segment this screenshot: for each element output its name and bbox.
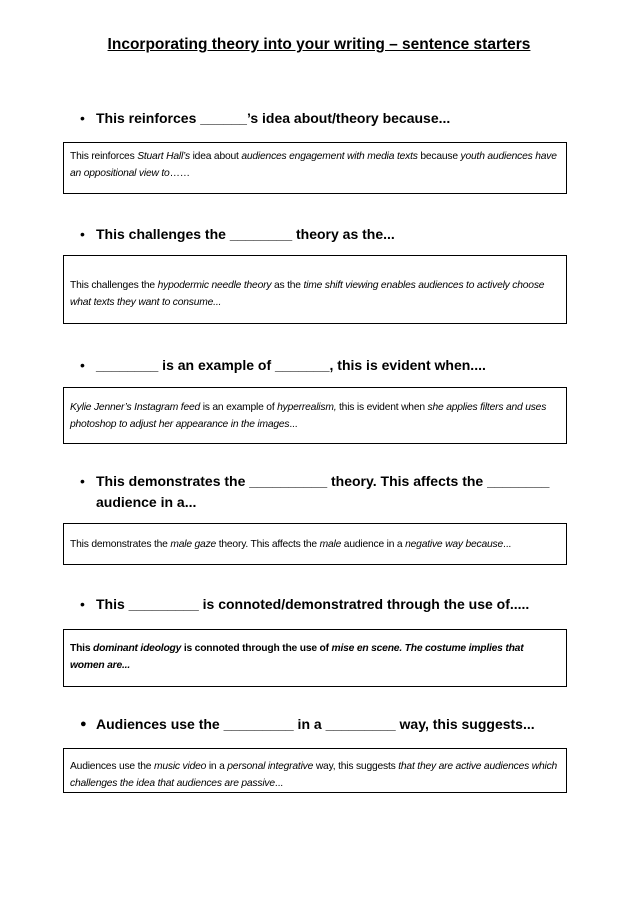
example-text: is an example of [200,402,278,413]
example-emphasis: hyperrealism, [277,402,337,413]
example-text: This challenges the [70,280,158,291]
sentence-starter: This demonstrates the __________ theory. This affects the ________ audience in a... [96,473,550,510]
example-emphasis: time shift viewing enables audiences to actively choose what texts they want to consume... [70,280,545,308]
sentence-starter: Audiences use the _________ in a _________ way, this suggests... [96,716,535,732]
example-box [63,629,567,687]
example-box [63,748,567,793]
example-text: way, this suggests [313,761,399,772]
example-emphasis: youth audiences have an oppositional view to [70,151,557,179]
example-box [63,387,567,444]
example-emphasis: hypodermic needle theory [157,280,272,291]
example-text: is connoted through the use of [181,643,332,654]
example-text: ... [274,778,283,789]
example-emphasis: dominant ideology [93,643,182,654]
example-emphasis: mise en scene. The costume implies that women are... [70,643,524,671]
example-emphasis: audiences engagement with media texts [241,151,418,162]
example-box [63,142,567,194]
example-text: this is evident when [336,402,428,413]
example-text: ... [289,419,298,430]
example-emphasis: male [319,539,342,550]
example-text: because [417,151,461,162]
example-text: This demonstrates the [70,539,171,550]
example-emphasis: she applies filters and uses photoshop to adjust her appearance in the images [70,402,547,430]
example-emphasis: music video [153,761,207,772]
example-text: This [70,643,94,654]
example-text: as the [271,280,304,291]
example-box [63,255,567,324]
example-text: This reinforces [70,151,138,162]
bullet-icon: ● [80,718,87,730]
example-emphasis: personal integrative [227,761,314,772]
bullet-icon: • [80,110,85,126]
sentence-starter: This reinforces ______’s idea about/theory because... [96,110,451,126]
sentence-starter: This _________ is connoted/demonstratred through the use of..... [96,596,530,612]
example-text: idea about [189,151,242,162]
example-emphasis: negative way because [405,539,504,550]
page-title: Incorporating theory into your writing – sentence starters [107,36,531,53]
bullet-icon: • [80,473,85,489]
example-emphasis: Kylie Jenner’s Instagram feed [70,402,201,413]
bullet-icon: • [80,357,85,373]
example-text: Audiences use the [70,761,154,772]
bullet-icon: • [80,596,85,612]
sentence-starter: ________ is an example of _______, this is evident when.... [96,357,486,373]
example-emphasis: male gaze [170,539,217,550]
example-text: audience in a [341,539,406,550]
example-text: …… [169,168,190,179]
example-text: in a [206,761,228,772]
example-box [63,523,567,565]
sentence-starter: This challenges the ________ theory as the... [96,226,395,242]
example-text: theory. This affects the [216,539,320,550]
example-text: ... [503,539,512,550]
bullet-icon: • [80,226,85,242]
example-emphasis: Stuart Hall’s [137,151,190,162]
example-emphasis: that they are active audiences which challenges the idea that audiences are passive [70,761,558,789]
